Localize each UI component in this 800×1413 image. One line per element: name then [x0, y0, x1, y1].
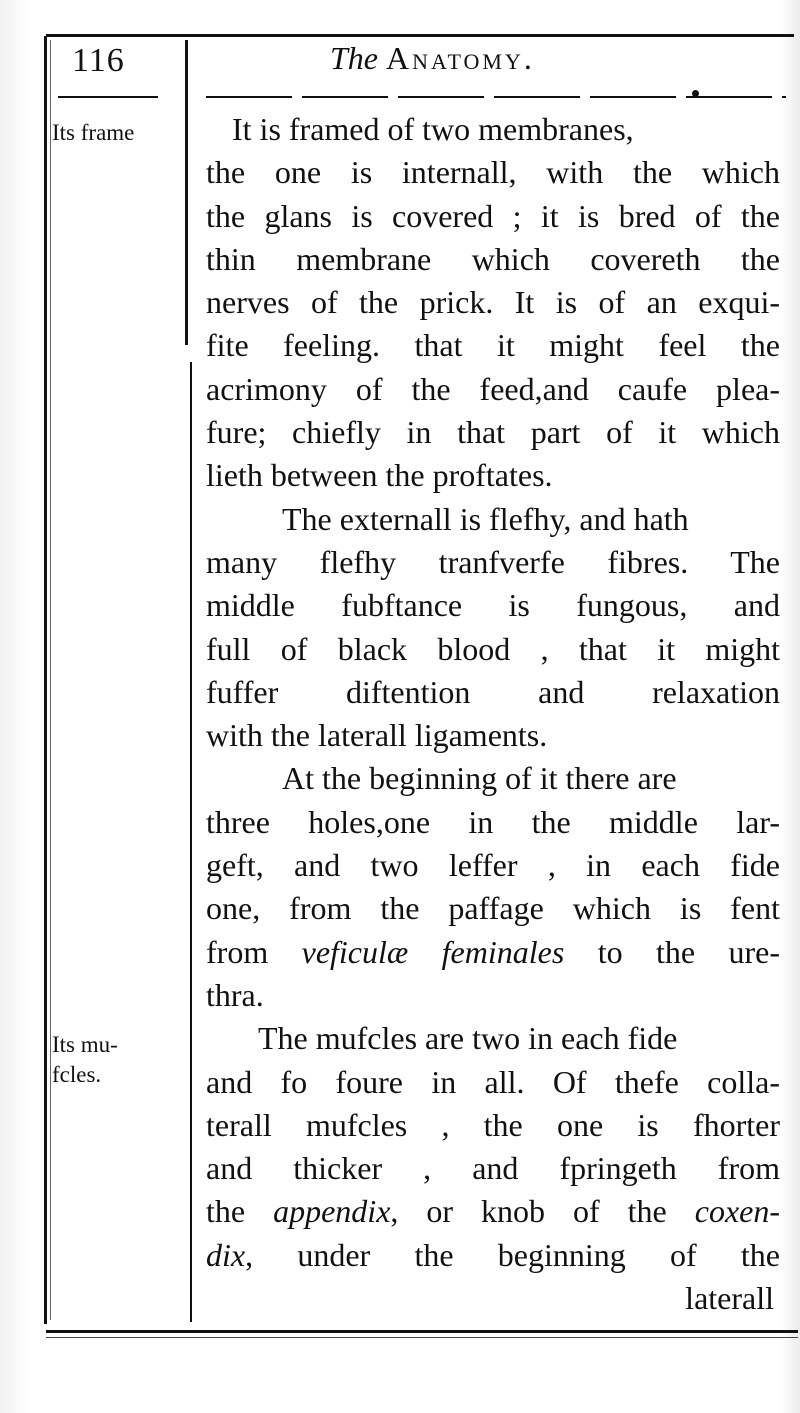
text-line: lieth between the proftates.: [206, 457, 553, 494]
bottom-border-rule-inner: [46, 1337, 798, 1338]
text-line: and thicker , and fpringeth from: [206, 1150, 780, 1187]
running-head-title: Anatomy.: [386, 40, 535, 76]
text-line: and fo foure in all. Of thefe colla-: [206, 1063, 780, 1100]
text-line: nerves of the prick. It is of an exqui-: [206, 284, 780, 321]
text-line: fite feeling. that it might feel the: [206, 327, 780, 364]
margin-note-line: Its mu-: [52, 1032, 118, 1057]
text-line-appendix: [206, 1190, 780, 1233]
text-line: It is framed of two membranes,: [232, 111, 634, 147]
left-border-rule: [44, 36, 47, 1324]
text-run: , under the beginning of the: [245, 1236, 780, 1273]
running-head: [330, 40, 535, 77]
margin-column-divider-lower: [190, 362, 192, 1322]
italic-term: appendix: [273, 1193, 391, 1230]
text-line: At the beginning of it there are: [282, 760, 677, 797]
text-line: thin membrane which covereth the: [206, 240, 780, 277]
margin-note-line: Its frame: [52, 120, 135, 145]
margin-note-line: fcles.: [52, 1062, 102, 1087]
text-line: full of black blood , that it might: [206, 630, 780, 667]
margin-note-muscles: [52, 1030, 118, 1090]
page-number: 116: [72, 42, 125, 79]
body-text: [206, 108, 780, 1320]
text-line: terall mufcles , the one is fhorter: [206, 1106, 780, 1143]
margin-note-frame: [52, 118, 134, 148]
text-line: the glans is covered ; it is bred of the: [206, 197, 780, 234]
text-line-dix: [206, 1234, 780, 1277]
header-rule-right: [206, 96, 786, 98]
text-line: fure; chiefly in that part of it which: [206, 414, 780, 451]
top-border-rule: [46, 34, 794, 37]
text-line: the one is internall, with the which: [206, 154, 780, 191]
italic-term: coxen-: [694, 1193, 781, 1230]
text-line: middle fubftance is fungous, and: [206, 587, 780, 624]
header-ornament-dot: [692, 90, 699, 97]
text-line: with the laterall ligaments.: [206, 717, 548, 754]
text-line-vesicula: [206, 931, 780, 974]
text-run: to the ure-: [564, 933, 780, 970]
text-line: The externall is flefhy, and hath: [282, 500, 689, 537]
text-line: geft, and two leffer , in each fide: [206, 847, 780, 884]
margin-column-divider: [185, 40, 188, 345]
text-run: from: [206, 933, 302, 970]
text-line: fuffer diftention and relaxation: [206, 673, 780, 710]
italic-term: dix: [206, 1236, 246, 1273]
italic-term: veficulæ feminales: [301, 933, 565, 970]
text-line: many flefhy tranfverfe fibres. The: [206, 543, 780, 580]
running-head-the: The: [330, 40, 378, 76]
left-border-inner-rule: [50, 40, 51, 1320]
catchword: laterall: [685, 1280, 774, 1317]
text-run: , or knob of the: [390, 1193, 695, 1230]
text-line: thra.: [206, 976, 264, 1013]
text-line: one, from the paffage which is fent: [206, 890, 780, 927]
header-rule-left: [58, 96, 158, 98]
text-line: three holes,one in the middle lar-: [206, 803, 780, 840]
text-line: acrimony of the feed,and caufe plea-: [206, 370, 780, 407]
text-line: The mufcles are two in each fide: [258, 1020, 678, 1057]
text-run: the: [206, 1193, 274, 1230]
bottom-border-rule: [46, 1330, 798, 1333]
